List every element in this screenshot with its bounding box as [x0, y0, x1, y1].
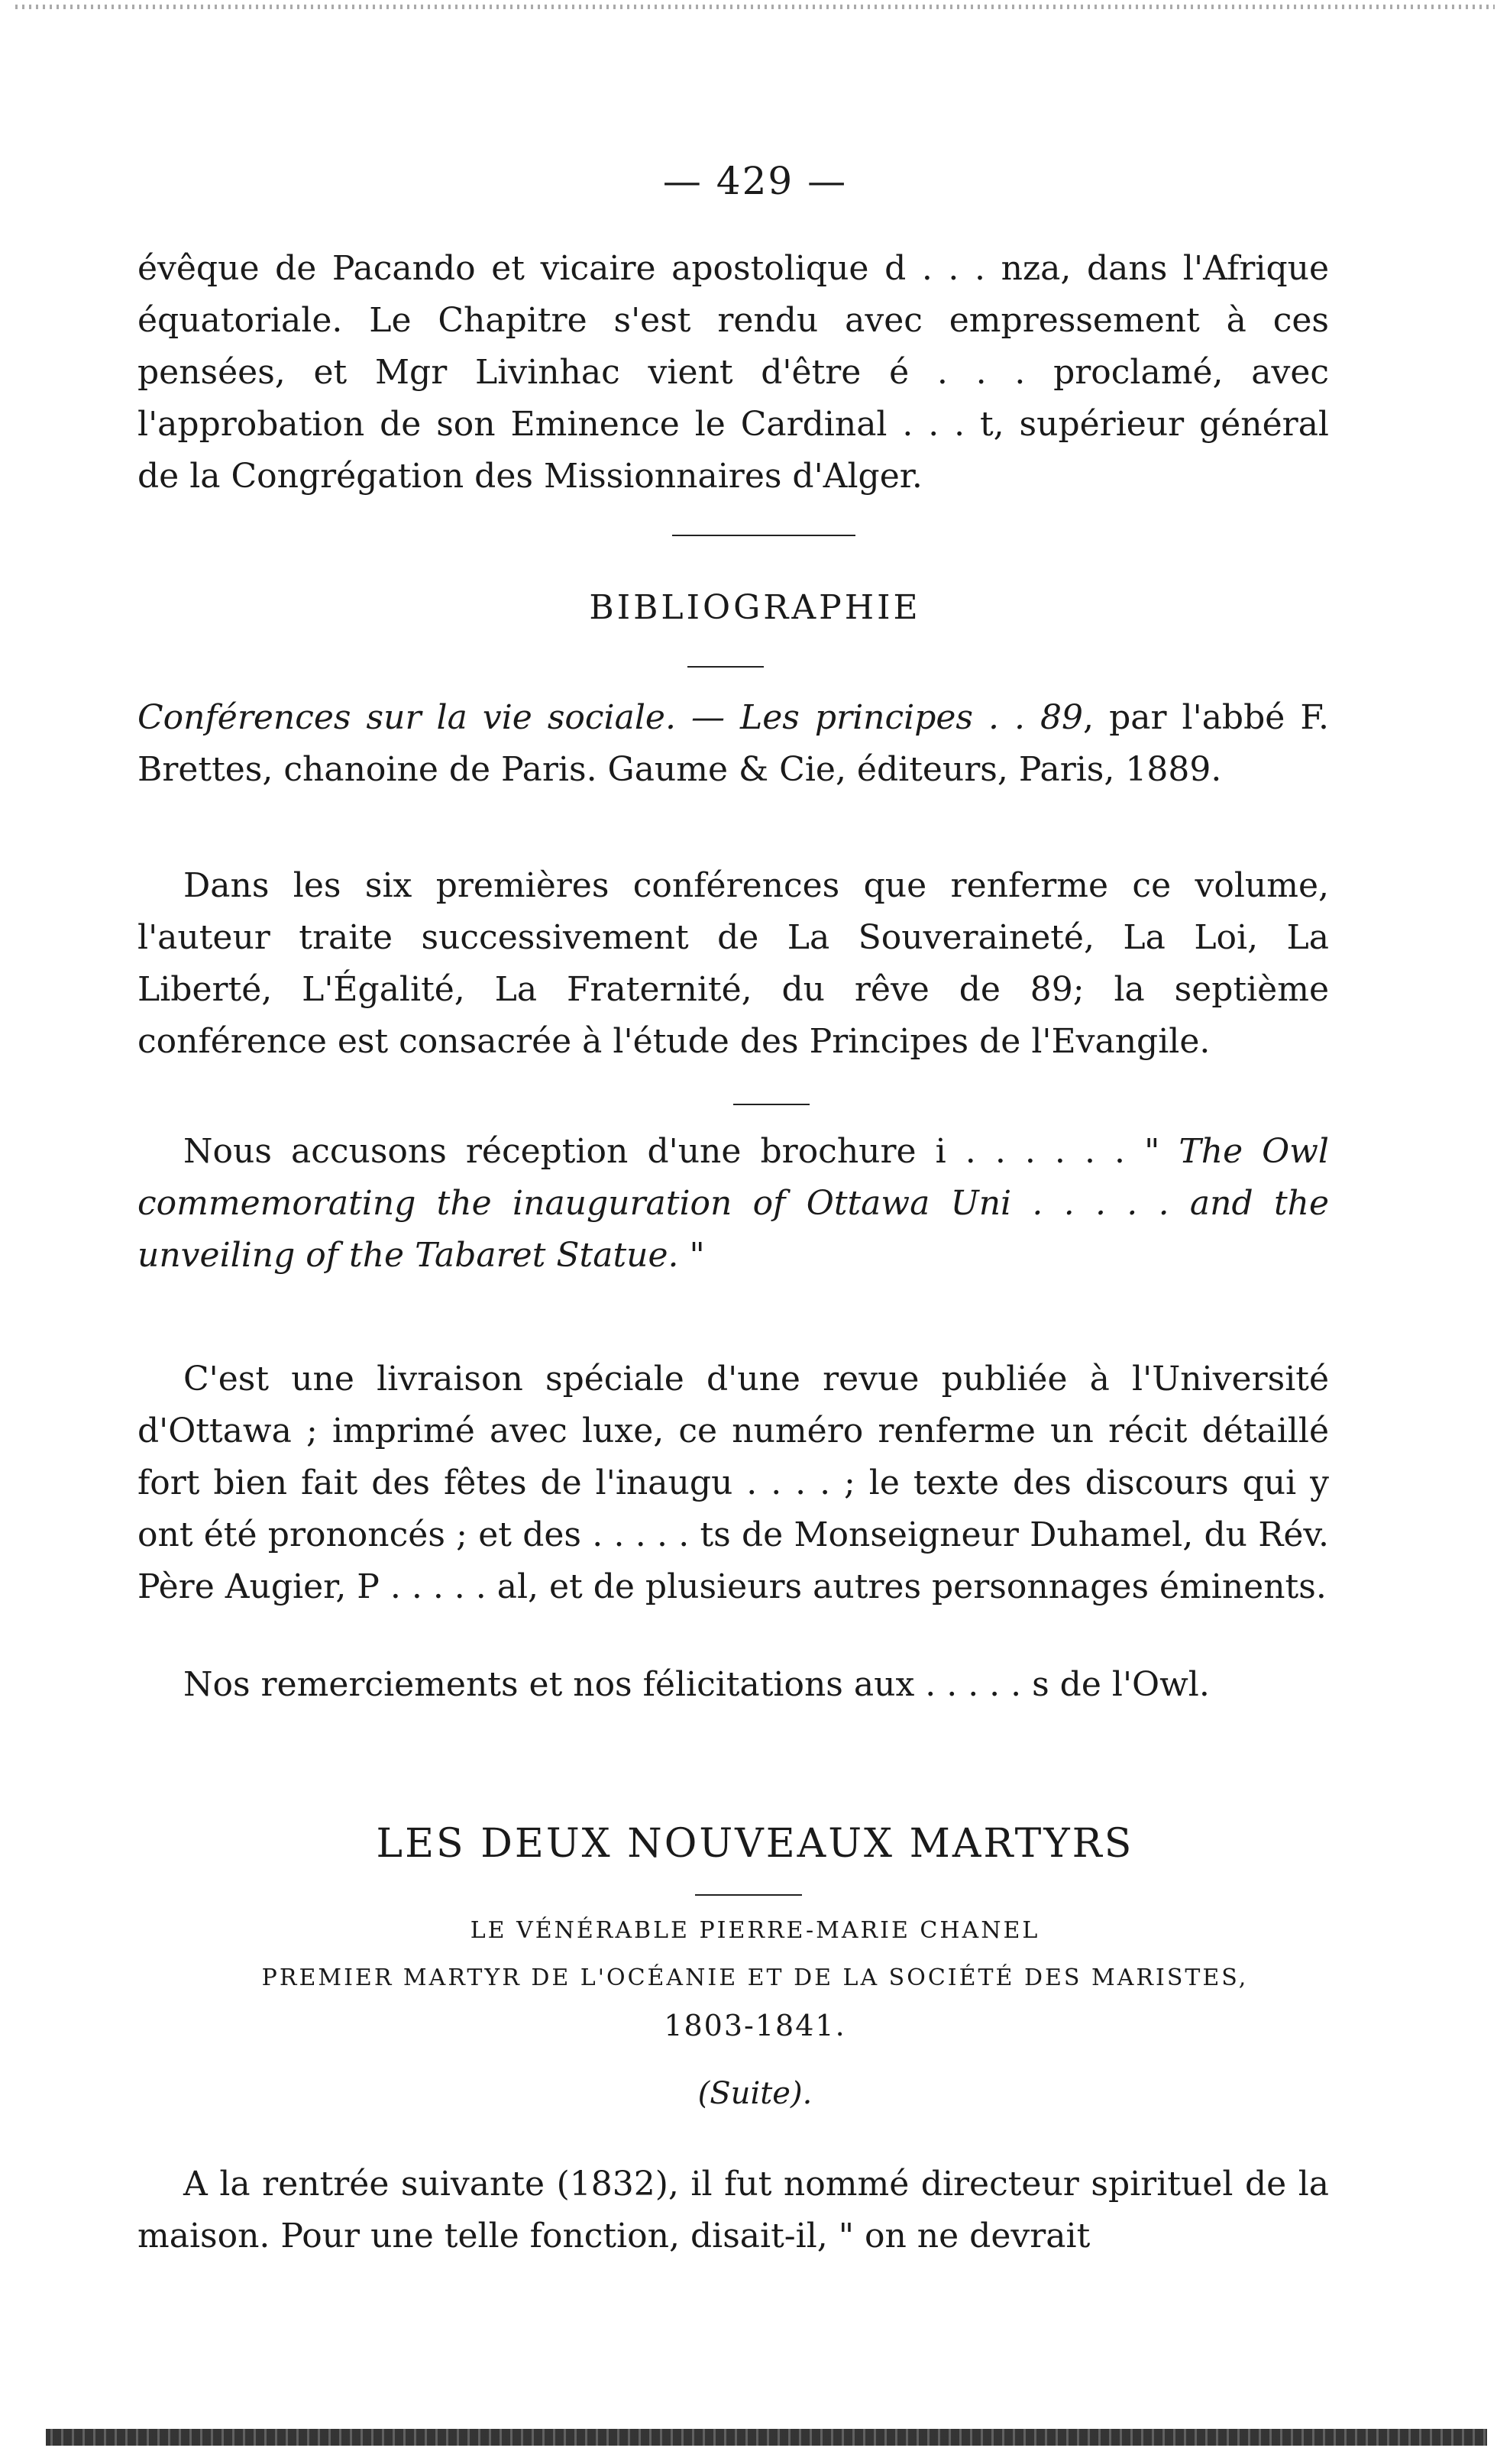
scan-bottom-edge [46, 2429, 1487, 2446]
suite-label: (Suite). [697, 2076, 813, 2111]
section-divider [672, 535, 855, 536]
page-number: — 429 — [662, 159, 848, 203]
martyrs-subtitle-2: PREMIER MARTYR DE L'OCÉANIE ET DE LA SOCIÉTÉ DES MARISTES, [261, 1964, 1249, 1991]
bibliography-entry [137, 692, 1329, 796]
thanks-block [137, 1659, 1329, 1711]
martyrs-opening-block [137, 2158, 1329, 2262]
intro-paragraph: évêque de Pacando et vicaire apostolique d . . . nza, dans l'Afrique équatoriale. Le Chapitre s'est rendu avec empressement à ces pensées, et Mgr Livinhac vient d'être é . . . proclamé, avec l'approbation de son Eminence le Cardinal . . . t, supérieur général de la Congrégation des Missionnaires d'Alger. [137, 249, 1329, 496]
bibliography-entry-publisher: , par l'abbé F. Brettes, chanoine de Paris. Gaume & Cie, éditeurs, Paris, 1889. [137, 698, 1329, 789]
bibliography-entry-title: Conférences sur la vie sociale. — Les principes . . 89 [137, 698, 1084, 737]
livraison-block [137, 1353, 1329, 1613]
martyrs-heading: LES DEUX NOUVEAUX MARTYRS [376, 1821, 1134, 1867]
brochure-close: " [678, 1236, 705, 1275]
short-divider [687, 666, 764, 668]
martyrs-subtitle-1: LE VÉNÉRABLE PIERRE-MARIE CHANEL [470, 1917, 1040, 1944]
review-paragraph-block [137, 860, 1329, 1068]
review-paragraph: Dans les six premières conférences que renferme ce volume, l'auteur traite successivement de La Souveraineté, La Loi, La Liberté, L'Égalité, La Fraternité, du rêve de 89; la septième conférence est consacrée à l'étude des Principes de l'Evangile. [137, 866, 1329, 1061]
scan-top-edge [15, 5, 1495, 9]
livraison-paragraph: C'est une livraison spéciale d'une revue publiée à l'Université d'Ottawa ; imprimé avec luxe, ce numéro renferme un récit détaillé fort bien fait des fêtes de l'inaugu . . . . ; le texte des discours qui y ont été prononcés ; et des . . . . . ts de Monseigneur Duhamel, du Rév. Père Augier, P . . . . . al, et de plusieurs autres personnages éminents. [137, 1360, 1329, 1606]
short-divider-2 [733, 1104, 810, 1105]
martyrs-opening-paragraph: A la rentrée suivante (1832), il fut nommé directeur spirituel de la maison. Pour une telle fonction, disait-il, " on ne devrait [137, 2165, 1329, 2255]
brochure-title: The Owl commemorating the inauguration of Ottawa Uni . . . . . and the unveiling of the Tabaret Statue. [137, 1132, 1329, 1275]
thanks-paragraph: Nos remerciements et nos félicitations aux . . . . . s de l'Owl. [183, 1665, 1210, 1704]
martyrs-divider [695, 1894, 802, 1896]
martyrs-dates: 1803-1841. [664, 2009, 846, 2042]
bibliography-entry-block [137, 692, 1329, 796]
intro-paragraph-block [137, 243, 1329, 503]
bibliography-heading: BIBLIOGRAPHIE [589, 588, 921, 627]
brochure-block [137, 1126, 1329, 1282]
brochure-paragraph [137, 1126, 1329, 1282]
brochure-lead: Nous accusons réception d'une brochure i . . . . . . " [183, 1132, 1179, 1171]
